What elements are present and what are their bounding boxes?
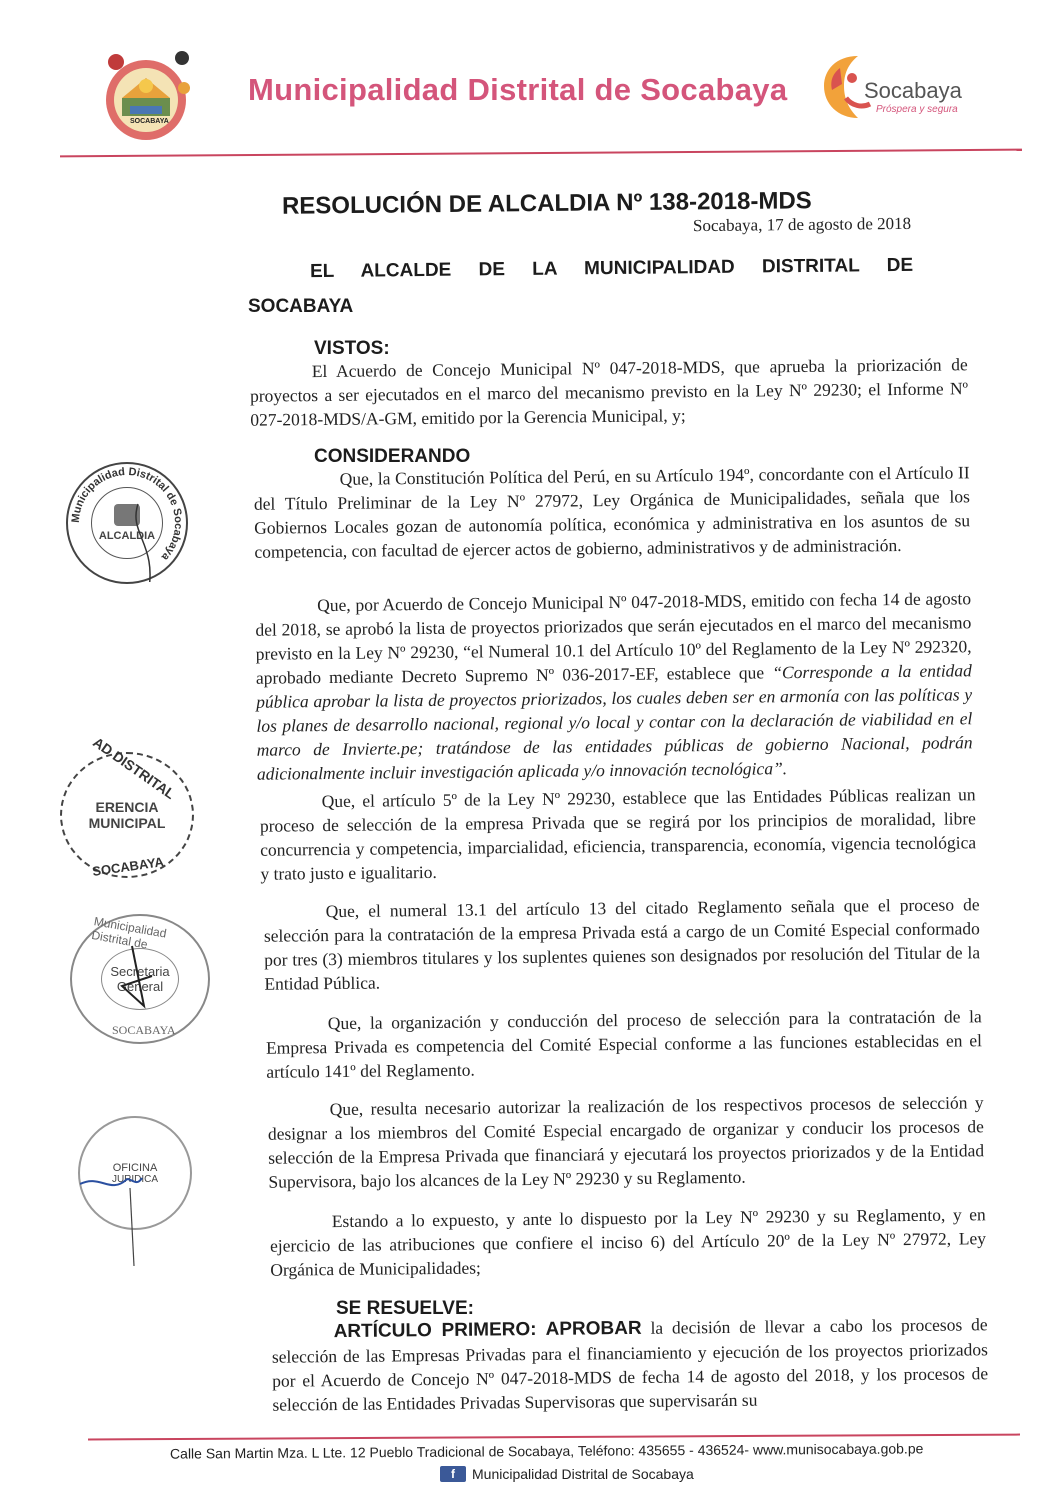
paragraph-articulo-5: Que, el artículo 5º de la Ley Nº 29230, establece que las Entidades Públicas realizan un proceso de selección de la empresa Privada que se regirá por los principios de moralidad, libre concurrencia y competencia, imparcialidad, eficiencia, transparencia, economía, vigencia tecnológica y trato justo e igualitario. xyxy=(259,784,977,884)
footer-rule xyxy=(88,1434,1020,1441)
brand-tagline: Próspera y segura xyxy=(876,104,958,115)
paragraph-organizacion: Que, la organización y conducción del proceso de selección para la contratación de la Empresa Privada es competencia del Comité Especial conforme a las funciones establecidas en el artículo 141º del Reglamento. xyxy=(265,1006,983,1082)
paragraph-acuerdo xyxy=(255,586,973,785)
stamp-secretaria xyxy=(70,914,210,1044)
municipal-crest xyxy=(100,48,192,148)
header-rule xyxy=(60,149,1022,158)
crest-label: SOCABAYA xyxy=(130,118,169,125)
brand-logo xyxy=(818,48,988,124)
header-title: Municipalidad Distrital de Socabaya xyxy=(248,72,788,107)
articulo-primero xyxy=(272,1312,989,1416)
stamp-juridica xyxy=(78,1116,192,1230)
stamp-secretaria-bottom: SOCABAYA xyxy=(112,1023,176,1037)
document-title: RESOLUCIÓN DE ALCALDIA Nº 138-2018-MDS xyxy=(281,187,812,220)
paragraph-numeral-13: Que, el numeral 13.1 del artículo 13 del citado Reglamento señala que el proceso de selección para la contratación de la empresa Privada está a cargo de un Comité Especial conformado por tres (3) miembros titulares y los suplentes quienes son designados por resolución del Titular de la Entidad Pública. xyxy=(263,894,981,994)
footer-social-label: Municipalidad Distrital de Socabaya xyxy=(472,1466,694,1482)
stamp-secretaria-center-1: Secretaria xyxy=(110,964,170,979)
footer-social xyxy=(440,1466,694,1482)
stamp-alcaldia xyxy=(66,462,188,584)
stamp-secretaria-center-2: General xyxy=(116,979,164,994)
stamp-gerencia xyxy=(60,733,194,879)
facebook-icon: f xyxy=(440,1466,466,1482)
paragraph-autorizar: Que, resulta necesario autorizar la realización de los respectivos procesos de selección y designar a los miembros del Comité Especial encargado de organizar y conducir los procesos de selección de la Empresa Privada que financiará y ejecutará los proyectos priorizados y de la Entidad Supervisora, bajo los alcances de la Ley Nº 29230 y su Reglamento. xyxy=(267,1092,985,1192)
document-date: Socabaya, 17 de agosto de 2018 xyxy=(692,213,912,236)
reglamento-quote: “Corresponde a la entidad pública aprobar la lista de proyectos priorizados, los cuales deben ser en armonía con las políticas y los planes de desarrollo nacional, regional y/o local y contar con la declaración de viabilidad en el marco de Invierte.pe; tratándose de las entidades públicas de gobierno Nacional, podrán adicionalmente incluir investigación aplicada y/o innovación tecnológica”. xyxy=(256,660,973,784)
stamp-gerencia-center-2: MUNICIPAL xyxy=(88,815,166,831)
footer-address: Calle San Martin Mza. L Lte. 12 Pueblo Tradicional de Socabaya, Teléfono: 435655 - 436524- www.munisocabaya.gob.pe xyxy=(169,1440,924,1462)
stamp-alcaldia-center: ALCALDIA xyxy=(98,530,156,542)
paragraph-constitucion: Que, la Constitución Política del Perú, en su Artículo 194º, concordante con el Artículo II del Título Preliminar de la Ley Nº 27972, Ley Orgánica de Municipalidades, señala que los Gobiernos Locales gozan de autonomía política, económica y administrativa en los asuntos de su competencia, con facultad de ejercer actos de gobierno, administrativos y de administración. xyxy=(253,462,971,562)
considerando-heading: CONSIDERANDO xyxy=(314,446,471,467)
stamp-juridica-center-2: JURIDICA xyxy=(111,1173,159,1185)
resuelve-heading: SE RESUELVE: xyxy=(336,1298,474,1319)
articulo-primero-label: ARTÍCULO PRIMERO: APROBAR xyxy=(333,1317,642,1343)
stamp-secretaria-ring: Municipalidad Distrital de xyxy=(90,914,168,952)
stamp-juridica-center-1: OFICINA xyxy=(112,1161,158,1174)
paragraph-acuerdo-text: Que, por Acuerdo de Concejo Municipal Nº 047-2018-MDS, emitido con fecha 14 de agosto del 2018, se aprobó la lista de proyectos priorizados que serán ejecutados en el marco del mecanismo previsto en la Ley Nº 29230, “el Numeral 10.1 del Artículo 10º del Reglamento de la Ley Nº 292320, aprobado mediante Decreto Supremo Nº 036-2017-EF, establece que xyxy=(255,588,972,688)
stamp-alcaldia-ring: Municipalidad Distrital de Socabaya xyxy=(69,465,185,563)
paragraph-estando: Estando a lo expuesto, y ante lo dispuesto por la Ley Nº 29230 y su Reglamento, y en ejercicio de las atribuciones que confiere el inciso 6) del Artículo 20º de la Ley Nº 27972, Ley Orgánica de Municipalidades; xyxy=(269,1204,987,1280)
issuer-line-1: EL ALCALDE DE LA MUNICIPALIDAD DISTRITAL DE xyxy=(309,254,914,283)
stamp-gerencia-center-1: ERENCIA xyxy=(95,799,159,815)
vistos-heading: VISTOS: xyxy=(314,338,390,359)
stamp-gerencia-ring: AD DISTRITAL xyxy=(89,733,178,803)
issuer-line-2: SOCABAYA xyxy=(248,296,354,317)
stamp-gerencia-bottom: SOCABAYA xyxy=(91,854,165,879)
articulo-primero-text: la decisión de llevar a cabo los procesos de selección de las Empresas Privadas para el financiamiento y ejecución de los proyectos priorizados por el Acuerdo de Concejo Nº 047-2018-MDS de fecha 14 de agosto del 2018, y los procesos de selección de las Entidades Privadas Supervisoras que supervisarán su xyxy=(271,1314,989,1415)
vistos-paragraph: El Acuerdo de Concejo Municipal Nº 047-2018-MDS, que aprueba la priorización de proyectos a ser ejecutados en el marco del mecanismo previsto en la Ley Nº 29230; el Informe Nº 027-2018-MDS/A-GM, emitido por la Gerencia Municipal, y; xyxy=(249,354,969,430)
svg-text:Municipalidad Distrital de Soc xyxy=(70,466,184,564)
brand-name: Socabaya xyxy=(864,78,962,103)
